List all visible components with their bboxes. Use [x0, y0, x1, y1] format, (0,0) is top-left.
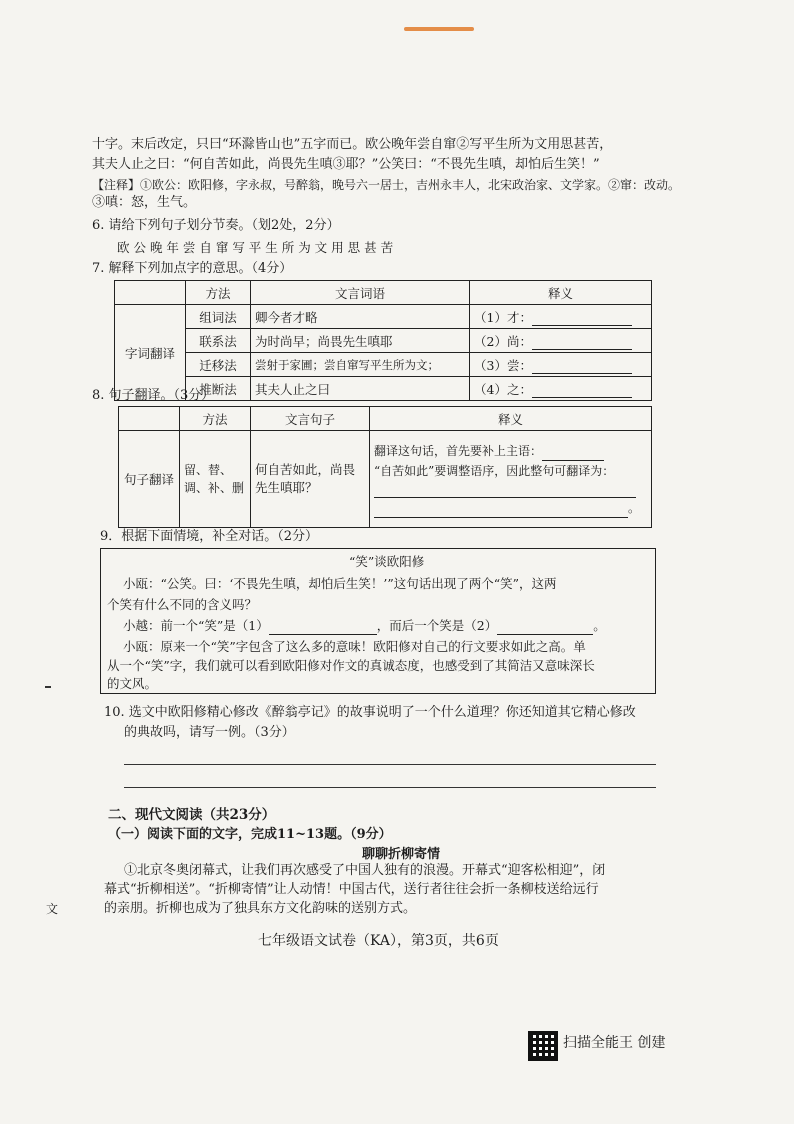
q7-method-3: 迁移法	[186, 353, 251, 377]
q8-header-method: 方法	[180, 407, 251, 431]
q9-dialogue-2: 个笑有什么不同的含义吗？	[107, 597, 258, 612]
annotation-line-1: 【注释】①欧公：欧阳修，字永叔，号醉翁，晚号六一居士，吉州永丰人，北宋政治家、文学家。②窜：改动。	[92, 178, 681, 192]
q9-box-title: “笑”谈欧阳修	[349, 554, 425, 569]
q7-table	[114, 280, 652, 401]
q7-answer-label-3: （3）尝：	[474, 357, 532, 373]
q7-answer-cell-1[interactable]	[470, 305, 652, 329]
q9-dialogue-box	[100, 548, 656, 694]
q8-hint-2: “自苦如此”要调整语序，因此整句可翻译为：	[374, 463, 615, 478]
q8-hint-1: 翻译这句话，首先要补上主语：	[374, 443, 543, 458]
q7-answer-label-4: （4）之：	[474, 381, 532, 397]
article-title: 聊聊折柳寄情	[362, 847, 441, 862]
q7-header-meaning: 释义	[470, 281, 652, 305]
q7-phrase-3: 尝射于家圃；尝自窜写平生所为文；	[251, 353, 470, 377]
q7-answer-cell-3[interactable]	[470, 353, 652, 377]
q7-phrase-4: 其夫人止之曰	[251, 377, 470, 401]
q10-line-2: 的典故吗，请写一例。（3分）	[124, 725, 295, 740]
q7-answer-label-2: （2）尚：	[474, 333, 532, 349]
q7-phrase-2: 为时尚早；尚畏先生嗔耶	[251, 329, 470, 353]
orange-mark	[404, 27, 474, 31]
article-paragraph-1: ①北京冬奥闭幕式，让我们再次感受了中国人独有的浪漫。开幕式“迎客松相迎”，闭	[124, 863, 606, 878]
scanner-watermark: 扫描全能王 创建	[563, 1035, 666, 1051]
q6-sentence: 欧 公 晚 年 尝 自 窜 写 平 生 所 为 文 用 思 甚 苦	[117, 240, 394, 255]
page-footer: 七年级语文试卷（KA），第3页，共6页	[258, 933, 499, 949]
q8-table	[118, 406, 652, 528]
q9-d3-part-a: 小越：前一个“笑”是（1）	[123, 618, 269, 633]
q7-answer-blank-1[interactable]	[532, 313, 632, 326]
q9-blank-1[interactable]	[269, 622, 377, 635]
q10-answer-line-1[interactable]	[124, 764, 656, 765]
q9-title: 9．根据下面情境，补全对话。（2分）	[100, 529, 319, 544]
annotation-line-2: ③嗔：怒，生气。	[92, 195, 197, 210]
q7-answer-blank-4[interactable]	[532, 385, 632, 398]
q7-phrase-1: 卿今者才略	[251, 305, 470, 329]
q9-dialogue-5: 从一个“笑”字，我们就可以看到欧阳修对作文的真诚态度，也感受到了其简洁又意味深长	[107, 658, 595, 673]
q7-side-label: 字词翻译	[115, 305, 186, 401]
article-paragraph-3: 的亲朋。折柳也成为了独具东方文化韵味的送别方式。	[104, 901, 417, 916]
q9-d3-part-b: ，而后一个笑是（2）	[376, 618, 498, 633]
q8-header-sentence: 文言句子	[251, 407, 370, 431]
q8-method: 留、替、调、补、删	[180, 431, 251, 528]
margin-tick	[45, 686, 51, 688]
q9-dialogue-4: 小瓯：原来一个“笑”字包含了这么多的意味！欧阳修对自己的行文要求如此之高。单	[123, 639, 586, 654]
q10-answer-line-2[interactable]	[124, 787, 656, 788]
q9-blank-2[interactable]	[497, 622, 593, 635]
q7-answer-label-1: （1）才：	[474, 309, 532, 325]
q9-dialogue-6: 的文风。	[107, 676, 158, 691]
q8-side-label: 句子翻译	[119, 431, 180, 528]
q7-method-4: 推断法	[186, 377, 251, 401]
passage-line-1: 十字。末后改定，只曰“环滁皆山也”五字而已。欧公晚年尝自窜②写平生所为文用思甚苦，	[92, 137, 613, 152]
q10-line-1: 10. 选文中欧阳修精心修改《醉翁亭记》的故事说明了一个什么道理？你还知道其它精心修改	[104, 705, 636, 720]
passage-line-2: 其夫人止之曰：“何自苦如此，尚畏先生嗔③耶？”公笑曰：“不畏先生嗔，却怕后生笑！”	[92, 157, 600, 172]
q7-answer-cell-2[interactable]	[470, 329, 652, 353]
q7-title: 7. 解释下列加点字的意思。（4分）	[92, 261, 293, 276]
section-2-subtitle: （一）阅读下面的文字，完成11~13题。（9分）	[108, 827, 392, 842]
q7-answer-blank-2[interactable]	[532, 337, 632, 350]
q8-answer-line-2[interactable]	[374, 505, 628, 518]
q7-method-2: 联系法	[186, 329, 251, 353]
q9-dialogue-3	[123, 617, 606, 635]
section-2-title: 二、现代文阅读（共23分）	[108, 807, 276, 823]
q8-end-mark: 。	[628, 500, 641, 515]
q8-answer-cell[interactable]	[370, 431, 652, 528]
side-mark: 文	[46, 902, 59, 916]
q7-answer-cell-4[interactable]	[470, 377, 652, 401]
q8-answer-line-1[interactable]	[374, 481, 636, 498]
q8-header-meaning: 释义	[370, 407, 652, 431]
qr-code-icon	[528, 1031, 558, 1061]
q9-dialogue-1: 小瓯：“公笑。曰：‘不畏先生嗔，却怕后生笑！’”这句话出现了两个“笑”，这两	[123, 576, 557, 591]
q8-title: 8. 句子翻译。（3分）	[92, 388, 215, 403]
q7-header-phrase: 文言词语	[251, 281, 470, 305]
q8-sentence: 何自苦如此，尚畏先生嗔耶？	[251, 431, 370, 528]
q7-answer-blank-3[interactable]	[532, 361, 632, 374]
q7-method-1: 组词法	[186, 305, 251, 329]
q6-title: 6. 请给下列句子划分节奏。（划2处，2分）	[92, 218, 340, 233]
article-paragraph-2: 幕式“折柳相送”。“折柳寄情”让人动情！中国古代，送行者往往会折一条柳枝送给远行	[104, 882, 599, 897]
q8-subject-blank[interactable]	[542, 448, 604, 461]
q9-d3-part-c: 。	[593, 618, 606, 633]
q7-header-method: 方法	[186, 281, 251, 305]
